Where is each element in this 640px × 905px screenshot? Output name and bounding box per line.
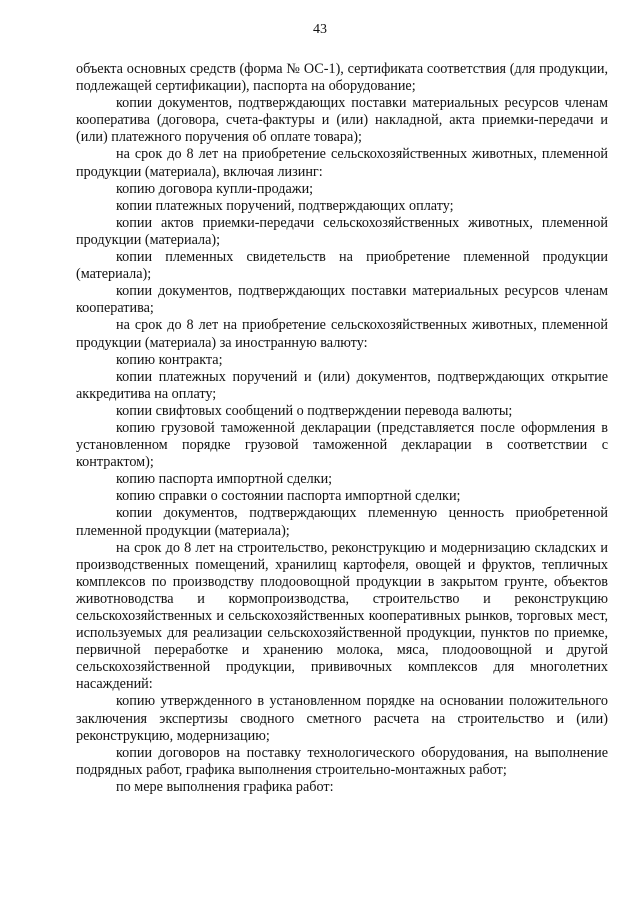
paragraph: копии актов приемки-передачи сельскохозяйственных животных, племенной продукции (материала); — [76, 214, 608, 248]
paragraph: копии документов, подтверждающих поставки материальных ресурсов членам кооператива; — [76, 283, 608, 317]
paragraph: копию контракта; — [116, 351, 223, 368]
paragraph: на срок до 8 лет на приобретение сельскохозяйственных животных, племенной продукции (материала) за иностранную валюту: — [76, 317, 608, 351]
document-body — [76, 61, 608, 796]
paragraph: на срок до 8 лет на приобретение сельскохозяйственных животных, племенной продукции (материала), включая лизинг: — [76, 146, 608, 180]
paragraph: копию справки о состоянии паспорта импортной сделки; — [116, 488, 461, 505]
paragraph: на срок до 8 лет на строительство, реконструкцию и модернизацию складских и производственных помещений, хранилищ картофеля, овощей и фруктов, тепличных комплексов по производству плодоовощной продукции в закрытом грунте, объектов животноводства и кормопроизводства, строительство и реконструкцию сельскохозяйственных и сельскохозяйственных кооперативных рынков, торговых мест, используемых для реализации сельскохозяйственной продукции, пунктов по приемке, первичной переработке и хранению молока, мяса, плодоовощной и другой сельскохозяйственной продукции, прививочных комплексов для многолетних насаждений: — [76, 539, 608, 693]
paragraph: объекта основных средств (форма № ОС-1), сертификата соответствия (для продукции, подлежащей сертификации), паспорта на оборудование; — [76, 61, 608, 95]
paragraph: по мере выполнения графика работ: — [116, 778, 334, 795]
paragraph: копию паспорта импортной сделки; — [116, 471, 333, 488]
paragraph: копии свифтовых сообщений о подтверждении перевода валюты; — [116, 402, 513, 419]
paragraph: копии платежных поручений, подтверждающих оплату; — [116, 197, 454, 214]
paragraph: копию грузовой таможенной декларации (представляется после оформления в установленном порядке грузовой таможенной декларации в соответствии с контрактом); — [76, 419, 608, 471]
paragraph: копии документов, подтверждающих поставки материальных ресурсов членам кооператива (договора, счета-фактуры и (или) накладной, акта приемки-передачи и (или) платежного поручения об оплате товара); — [76, 95, 608, 146]
page-number: 43 — [313, 22, 327, 37]
paragraph: копии платежных поручений и (или) документов, подтверждающих открытие аккредитива на оплату; — [76, 368, 608, 402]
paragraph: копию договора купли-продажи; — [116, 180, 314, 197]
paragraph: копию утвержденного в установленном порядке на основании положительного заключения экспертизы сводного сметного расчета на строительство и (или) реконструкцию, модернизацию; — [76, 693, 608, 744]
paragraph: копии договоров на поставку технологического оборудования, на выполнение подрядных работ, графика выполнения строительно-монтажных работ; — [76, 744, 608, 778]
paragraph: копии документов, подтверждающих племенную ценность приобретенной племенной продукции (материала); — [76, 505, 608, 539]
paragraph: копии племенных свидетельств на приобретение племенной продукции (материала); — [76, 249, 608, 283]
